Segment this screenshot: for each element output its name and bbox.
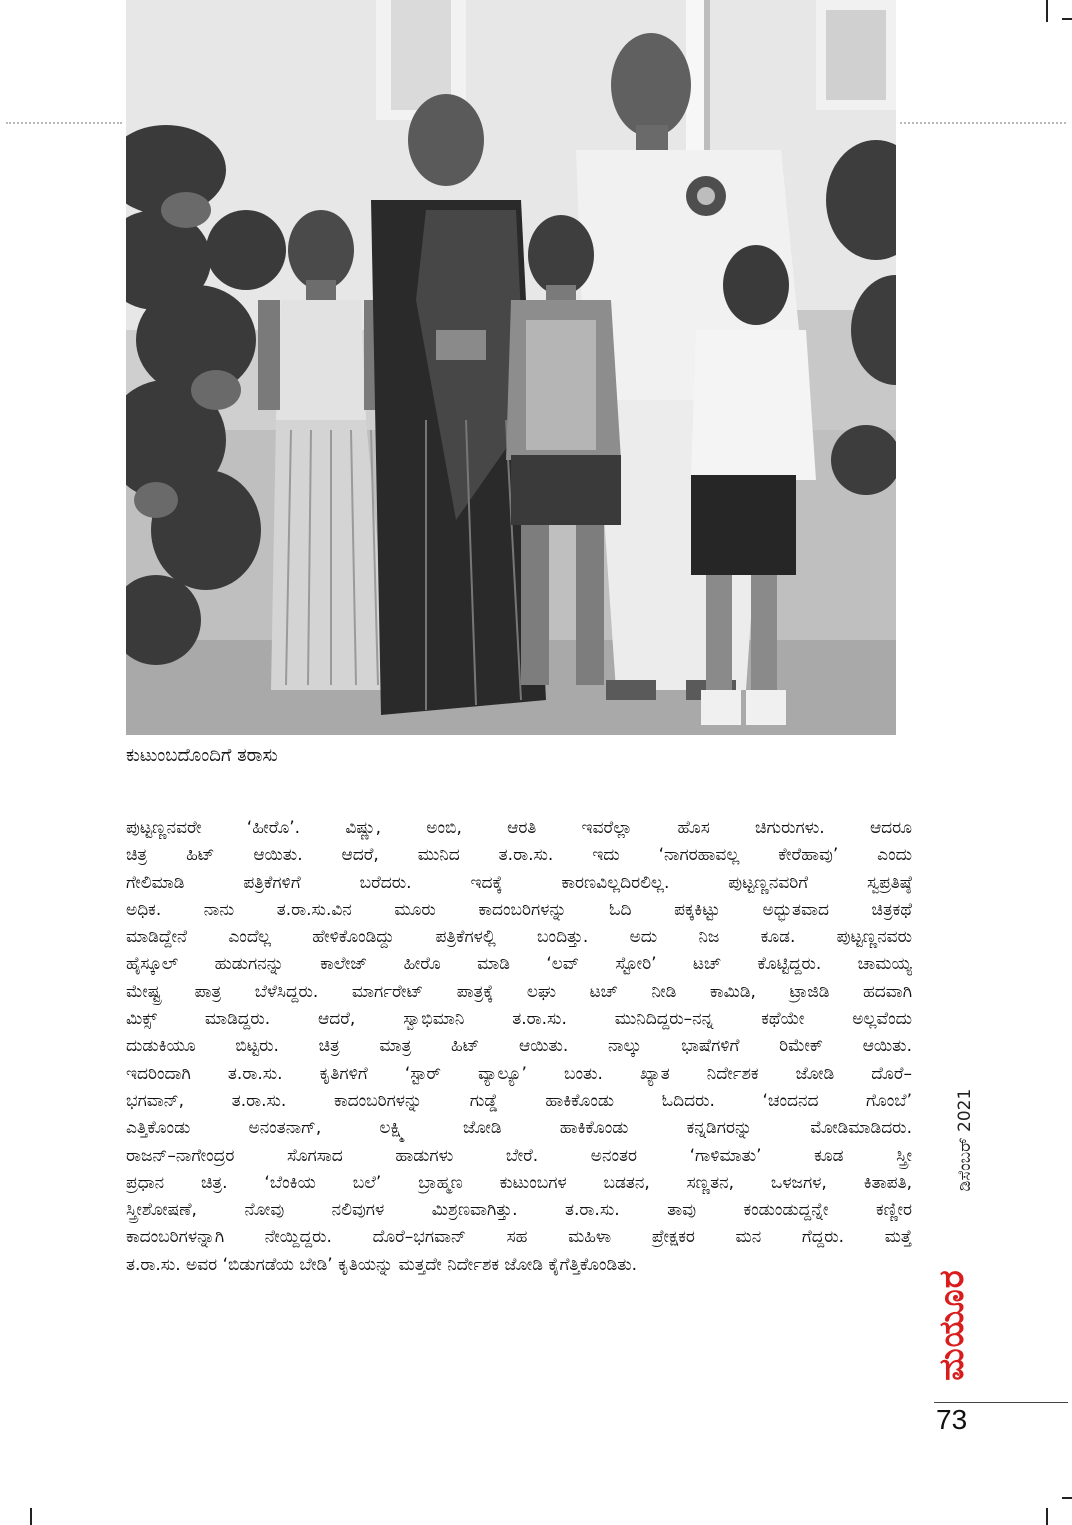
article-line: ಗೇಲಿಮಾಡಿ ಪತ್ರಿಕೆಗಳಿಗೆ ಬರೆದರು. ಇದಕ್ಕೆ ಕಾರಣವಿಲ್ಲದಿರಲಿಲ್ಲ. ಪುಟ್ಟಣ್ಣನವರಿಗೆ ಸ್ವಪ್ರತಿಷ್ಠೆ [126,872,912,893]
dotted-rule-right [900,122,1066,124]
issue-date: ಡಿಸೆಂಬರ್ 2021 [955,1088,975,1192]
crop-mark-top-right-h [1062,18,1072,20]
article-line: ತ.ರಾ.ಸು. ಅವರ ‘ಬಿಡುಗಡೆಯ ಬೇಡಿ’ ಕೃತಿಯನ್ನು ಮತ್ತದೇ ನಿರ್ದೇಶಕ ಜೋಡಿ ಕೈಗೆತ್ತಿಕೊಂಡಿತು. [126,1254,638,1275]
article-line: ಹೈಸ್ಕೂಲ್ ಹುಡುಗನನ್ನು ಕಾಲೇಜ್ ಹೀರೊ ಮಾಡಿ ‘ಲವ್ ಸ್ಟೋರಿ’ ಟಚ್ ಕೊಟ್ಟಿದ್ದರು. ಚಾಮಯ್ಯ [126,954,912,975]
article-line: ಅಧಿಕ. ನಾನು ತ.ರಾ.ಸು.ವಿನ ಮೂರು ಕಾದಂಬರಿಗಳನ್ನು ಓದಿ ಪಕ್ಕಕಿಟ್ಟು ಅದ್ಭುತವಾದ ಚಿತ್ರಕಥೆ [126,899,912,920]
family-photo-illustration [126,0,896,735]
article-line: ಭಗವಾನ್, ತ.ರಾ.ಸು. ಕಾದಂಬರಿಗಳನ್ನು ಗುಡ್ಡೆ ಹಾಕಿಕೊಂಡು ಓದಿದರು. ‘ಚಂದನದ ಗೊಂಬೆ’ [126,1090,912,1111]
article-line: ಮಾಡಿದ್ದೇನೆ ಎಂದೆಲ್ಲ ಹೇಳಿಕೊಂಡಿದ್ದು ಪತ್ರಿಕೆಗಳಲ್ಲಿ ಬಂದಿತ್ತು. ಅದು ನಿಜ ಕೂಡ. ಪುಟ್ಟಣ್ಣನವರು [126,927,912,948]
article-line: ಇದರಿಂದಾಗಿ ತ.ರಾ.ಸು. ಕೃತಿಗಳಿಗೆ ‘ಸ್ಟಾರ್ ವ್ಯಾಲ್ಯೂ’ ಬಂತು. ಖ್ಯಾತ ನಿರ್ದೇಶಕ ಜೋಡಿ ದೊರೆ– [126,1063,912,1084]
crop-mark-bottom-right-h [1062,1497,1072,1499]
crop-mark-top-right [1046,0,1048,22]
article-line: ಚಿತ್ರ ಹಿಟ್ ಆಯಿತು. ಆದರೆ, ಮುನಿದ ತ.ರಾ.ಸು. ಇದು ‘ನಾಗರಹಾವಲ್ಲ ಕೇರೆಹಾವು’ ಎಂದು [126,845,912,866]
article-line: ಮಿಕ್ಸ್ ಮಾಡಿದ್ದರು. ಆದರೆ, ಸ್ವಾಭಿಮಾನಿ ತ.ರಾ.ಸು. ಮುನಿದಿದ್ದರು–ನನ್ನ ಕಥೆಯೇ ಅಲ್ಲವೆಂದು [126,1009,912,1030]
article-line: ಸ್ತ್ರೀಶೋಷಣೆ, ನೋವು ನಲಿವುಗಳ ಮಿಶ್ರಣವಾಗಿತ್ತು. ತ.ರಾ.ಸು. ತಾವು ಕಂಡುಂಡುದ್ದನ್ನೇ ಕಣ್ಣೀರ [126,1200,912,1221]
article-line: ಕಾದಂಬರಿಗಳನ್ನಾಗಿ ನೇಯ್ದಿದ್ದರು. ದೊರೆ–ಭಗವಾನ್ ಸಹ ಮಹಿಳಾ ಪ್ರೇಕ್ಷಕರ ಮನ ಗೆದ್ದರು. ಮತ್ತೆ [126,1227,912,1248]
article-line: ರಾಜನ್–ನಾಗೇಂದ್ರರ ಸೊಗಸಾದ ಹಾಡುಗಳು ಬೇರೆ. ಅನಂತರ ‘ಗಾಳಿಮಾತು’ ಕೂಡ ಸ್ತ್ರೀ [126,1145,912,1166]
crop-mark-bottom-right [1046,1508,1048,1525]
article-line: ಎತ್ತಿಕೊಂಡು ಅನಂತನಾಗ್, ಲಕ್ಷ್ಮಿ ಜೋಡಿ ಹಾಕಿಕೊಂಡು ಕನ್ನಡಿಗರನ್ನು ಮೋಡಿಮಾಡಿದರು. [126,1118,912,1139]
article-line: ದುಡುಕಿಯೂ ಬಿಟ್ಟರು. ಚಿತ್ರ ಮಾತ್ರ ಹಿಟ್ ಆಯಿತು. ನಾಲ್ಕು ಭಾಷೆಗಳಿಗೆ ರಿಮೇಕ್ ಆಯಿತು. [126,1036,912,1057]
article-line: ಪುಟ್ಟಣ್ಣನವರೇ ‘ಹೀರೊ’. ವಿಷ್ಣು, ಅಂಬಿ, ಆರತಿ ಇವರೆಲ್ಲಾ ಹೊಸ ಚಿಗುರುಗಳು. ಆದರೂ [126,818,912,838]
page-number: 73 [936,1404,968,1435]
crop-mark-bottom-left [30,1508,32,1525]
magazine-logo: ಮಯೂರ [932,1269,972,1381]
article-line: ಪ್ರಧಾನ ಚಿತ್ರ. ‘ಬೆಂಕಿಯ ಬಲೆ’ ಬ್ರಾಹ್ಮಣ ಕುಟುಂಬಗಳ ಬಡತನ, ಸಣ್ಣತನ, ಒಳಜಗಳ, ಕಿತಾಪತಿ, [126,1172,912,1193]
family-photo [126,0,896,735]
photo-caption: ಕುಟುಂಬದೊಂದಿಗೆ ತರಾಸು [126,745,278,766]
dotted-rule-left [6,122,122,124]
article-line: ಮೇಷ್ಟ್ರ ಪಾತ್ರ ಬೆಳೆಸಿದ್ದರು. ಮಾರ್ಗರೇಟ್ ಪಾತ್ರಕ್ಕೆ ಲಘು ಟಚ್ ನೀಡಿ ಕಾಮಿಡಿ, ಟ್ರಾಜಿಡಿ ಹದವಾಗಿ [126,981,912,1002]
article-body [126,815,912,1279]
